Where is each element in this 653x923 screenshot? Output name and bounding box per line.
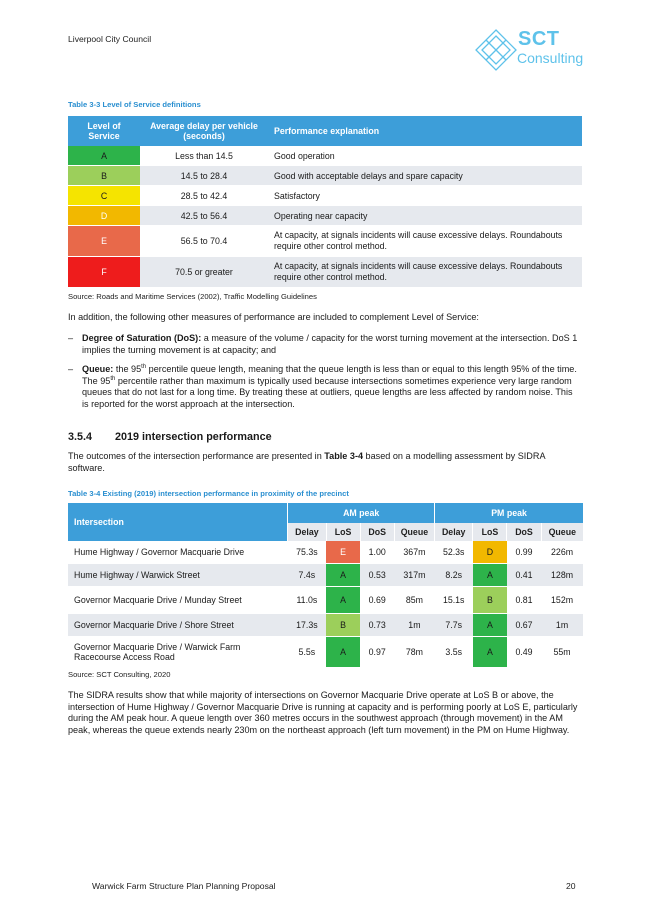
am-dos-cell: 0.97 bbox=[360, 637, 394, 668]
pm-dos-cell: 0.81 bbox=[507, 587, 541, 614]
pm-dos-cell: 0.41 bbox=[507, 564, 541, 587]
am-los-cell: A bbox=[326, 564, 360, 587]
footer-document-title: Warwick Farm Structure Plan Planning Proposal bbox=[92, 881, 276, 891]
am-dos-cell: 0.69 bbox=[360, 587, 394, 614]
sub-header-am-queue: Queue bbox=[394, 523, 434, 541]
bullet-queue-text bbox=[82, 364, 580, 410]
performance-explanation-cell: Satisfactory bbox=[268, 186, 582, 206]
footer-page-number: 20 bbox=[566, 881, 576, 891]
pm-delay-cell: 3.5s bbox=[435, 637, 473, 668]
pm-delay-cell: 15.1s bbox=[435, 587, 473, 614]
sub-header-pm-queue: Queue bbox=[541, 523, 583, 541]
intersection-name-cell: Hume Highway / Warwick Street bbox=[68, 564, 288, 587]
queue-sup-2: th bbox=[110, 375, 116, 382]
conclusion-paragraph: The SIDRA results show that while majority of intersections on Governor Macquarie Drive operate at LoS B or above, the intersection of Hume Highway / Governor Macquarie Drive is running at capacity and is performing poorly at LoS E, particularly during the AM peak hour. A queue length over 360 metres occurs in the southwest approach (through movement) in the AM peak, whereas the queue extends nearly 230m on the northeast approach (left turn movement) in the PM on Hume Highway. bbox=[68, 690, 578, 735]
logo-text-consulting: Consulting bbox=[517, 50, 584, 66]
col-header-explanation: Performance explanation bbox=[268, 116, 582, 146]
queue-sup-1: th bbox=[141, 363, 147, 370]
am-queue-cell: 317m bbox=[394, 564, 434, 587]
am-delay-cell: 17.3s bbox=[288, 614, 326, 637]
pm-queue-cell: 152m bbox=[541, 587, 583, 614]
outcomes-text-2: based on a modelling assessment by SIDRA software. bbox=[68, 451, 546, 473]
outcomes-text-1: The outcomes of the intersection performance are presented in bbox=[68, 451, 325, 461]
pm-los-cell: D bbox=[473, 541, 507, 564]
col-header-am-peak: AM peak bbox=[288, 503, 435, 523]
intersection-name-cell: Hume Highway / Governor Macquarie Drive bbox=[68, 541, 288, 564]
avg-delay-cell: 70.5 or greater bbox=[140, 257, 268, 288]
sct-consulting-logo bbox=[472, 26, 590, 74]
pm-los-cell: B bbox=[473, 587, 507, 614]
intersection-performance-table bbox=[68, 503, 583, 668]
avg-delay-cell: 14.5 to 28.4 bbox=[140, 166, 268, 186]
am-delay-cell: 7.4s bbox=[288, 564, 326, 587]
avg-delay-cell: 42.5 to 56.4 bbox=[140, 206, 268, 226]
intersection-row bbox=[68, 541, 583, 564]
pm-dos-cell: 0.49 bbox=[507, 637, 541, 668]
pm-queue-cell: 1m bbox=[541, 614, 583, 637]
table-3-4-source: Source: SCT Consulting, 2020 bbox=[68, 670, 171, 679]
col-header-delay: Average delay per vehicle (seconds) bbox=[140, 116, 268, 146]
am-delay-cell: 5.5s bbox=[288, 637, 326, 668]
los-definition-row bbox=[68, 226, 582, 257]
col-header-intersection: Intersection bbox=[68, 503, 288, 541]
outcomes-table-ref: Table 3-4 bbox=[324, 451, 364, 461]
am-queue-cell: 1m bbox=[394, 614, 434, 637]
pm-queue-cell: 226m bbox=[541, 541, 583, 564]
sub-header-pm-delay: Delay bbox=[435, 523, 473, 541]
dos-label: Degree of Saturation (DoS): bbox=[82, 333, 202, 343]
logo-text-sct: SCT bbox=[518, 28, 560, 50]
table-3-4-caption: Table 3-4 Existing (2019) intersection performance in proximity of the precinct bbox=[68, 489, 349, 498]
am-queue-cell: 78m bbox=[394, 637, 434, 668]
performance-explanation-cell: Operating near capacity bbox=[268, 206, 582, 226]
los-grade-cell: C bbox=[68, 186, 140, 206]
intersection-row bbox=[68, 637, 583, 668]
performance-explanation-cell: Good operation bbox=[268, 146, 582, 166]
bullet-dos-text bbox=[82, 333, 580, 356]
pm-dos-cell: 0.99 bbox=[507, 541, 541, 564]
los-definition-row bbox=[68, 186, 582, 206]
avg-delay-cell: 56.5 to 70.4 bbox=[140, 226, 268, 257]
intersection-name-cell: Governor Macquarie Drive / Munday Street bbox=[68, 587, 288, 614]
pm-delay-cell: 52.3s bbox=[435, 541, 473, 564]
los-grade-cell: B bbox=[68, 166, 140, 186]
intersection-row bbox=[68, 564, 583, 587]
sub-header-pm-dos: DoS bbox=[507, 523, 541, 541]
los-definition-row bbox=[68, 257, 582, 288]
bullet-dash: – bbox=[68, 333, 74, 343]
los-grade-cell: F bbox=[68, 257, 140, 288]
section-number: 3.5.4 bbox=[68, 431, 93, 443]
pm-los-cell: A bbox=[473, 564, 507, 587]
am-queue-cell: 367m bbox=[394, 541, 434, 564]
intersection-name-cell: Governor Macquarie Drive / Shore Street bbox=[68, 614, 288, 637]
pm-los-cell: A bbox=[473, 637, 507, 668]
bullet-queue bbox=[68, 364, 584, 414]
performance-explanation-cell: At capacity, at signals incidents will cause excessive delays. Roundabouts require other control method. bbox=[268, 257, 582, 288]
los-grade-cell: D bbox=[68, 206, 140, 226]
bullet-dash: – bbox=[68, 364, 74, 374]
los-definition-row bbox=[68, 206, 582, 226]
intersection-row bbox=[68, 587, 583, 614]
queue-text-2: percentile queue length, meaning that the queue length is less than or equal to this length 95% of the time. The 95 bbox=[82, 364, 577, 386]
section-heading bbox=[68, 431, 272, 443]
los-definition-row bbox=[68, 146, 582, 166]
sub-header-pm-los: LoS bbox=[473, 523, 507, 541]
am-dos-cell: 0.53 bbox=[360, 564, 394, 587]
sub-header-am-los: LoS bbox=[326, 523, 360, 541]
am-delay-cell: 75.3s bbox=[288, 541, 326, 564]
am-los-cell: A bbox=[326, 587, 360, 614]
am-los-cell: B bbox=[326, 614, 360, 637]
am-los-cell: A bbox=[326, 637, 360, 668]
intersection-name-cell: Governor Macquarie Drive / Warwick Farm Racecourse Access Road bbox=[68, 637, 288, 668]
col-header-pm-peak: PM peak bbox=[435, 503, 583, 523]
intro-paragraph: In addition, the following other measures of performance are included to complement Level of Service: bbox=[68, 312, 479, 322]
pm-los-cell: A bbox=[473, 614, 507, 637]
am-los-cell: E bbox=[326, 541, 360, 564]
bullet-dos bbox=[68, 333, 584, 357]
am-queue-cell: 85m bbox=[394, 587, 434, 614]
pm-queue-cell: 128m bbox=[541, 564, 583, 587]
los-definition-row bbox=[68, 166, 582, 186]
dos-description: a measure of the volume / capacity for the worst turning movement at the intersection. DoS 1 implies the turning movement is at capacity; and bbox=[82, 333, 578, 355]
avg-delay-cell: Less than 14.5 bbox=[140, 146, 268, 166]
sub-header-am-delay: Delay bbox=[288, 523, 326, 541]
intersection-row bbox=[68, 614, 583, 637]
header-organisation: Liverpool City Council bbox=[68, 34, 152, 44]
pm-delay-cell: 8.2s bbox=[435, 564, 473, 587]
los-definitions-table bbox=[68, 116, 582, 288]
am-delay-cell: 11.0s bbox=[288, 587, 326, 614]
queue-text-1: the 95 bbox=[113, 364, 142, 374]
table-3-3-caption: Table 3-3 Level of Service definitions bbox=[68, 100, 201, 109]
table-3-3-source: Source: Roads and Maritime Services (2002), Traffic Modelling Guidelines bbox=[68, 292, 317, 301]
los-grade-cell: E bbox=[68, 226, 140, 257]
queue-label: Queue: bbox=[82, 364, 114, 374]
sub-header-am-dos: DoS bbox=[360, 523, 394, 541]
pm-dos-cell: 0.67 bbox=[507, 614, 541, 637]
avg-delay-cell: 28.5 to 42.4 bbox=[140, 186, 268, 206]
col-header-los: Level of Service bbox=[68, 116, 140, 146]
pm-delay-cell: 7.7s bbox=[435, 614, 473, 637]
section-title: 2019 intersection performance bbox=[115, 431, 272, 443]
los-grade-cell: A bbox=[68, 146, 140, 166]
am-dos-cell: 0.73 bbox=[360, 614, 394, 637]
performance-explanation-cell: Good with acceptable delays and spare capacity bbox=[268, 166, 582, 186]
queue-text-3: percentile rather than maximum is typically used because intersections sometimes experience very large random queues that do not last for a long time. By treating these at outliers, queue lengths are less affected by random noise. This is reported for the worst approach at the intersection. bbox=[82, 375, 573, 409]
pm-queue-cell: 55m bbox=[541, 637, 583, 668]
performance-explanation-cell: At capacity, at signals incidents will cause excessive delays. Roundabouts require other control method. bbox=[268, 226, 582, 257]
outcomes-paragraph bbox=[68, 451, 584, 474]
am-dos-cell: 1.00 bbox=[360, 541, 394, 564]
